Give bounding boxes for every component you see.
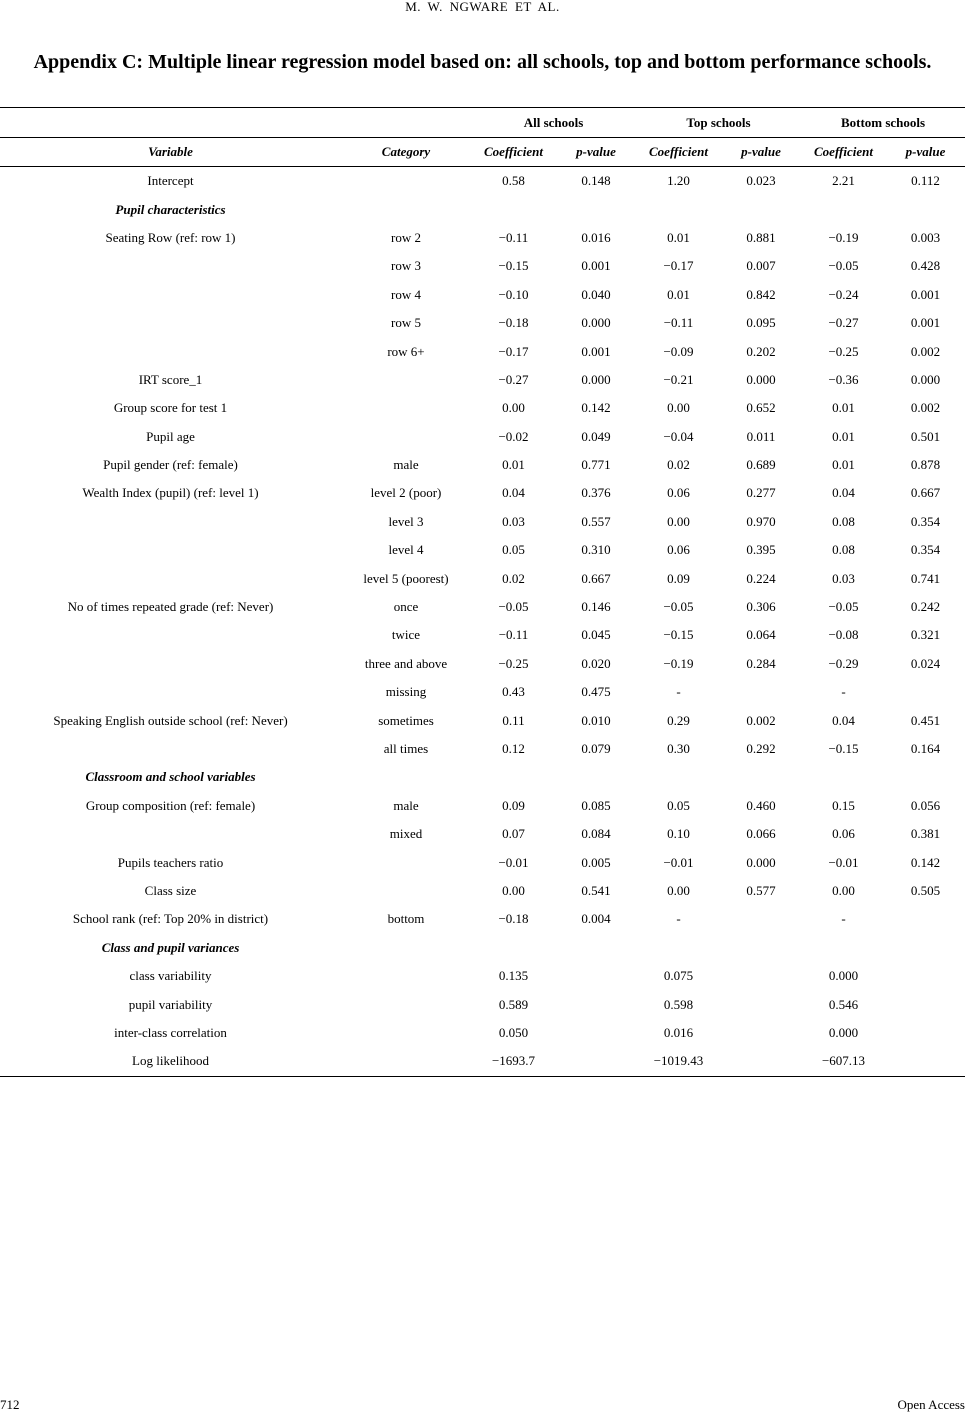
top-p-value-cell: 0.002 — [746, 712, 776, 728]
bottom-coefficient-cell: 0.15 — [832, 797, 855, 813]
all-p-value-cell — [556, 1019, 636, 1047]
top-p-value-cell: 0.284 — [746, 655, 776, 671]
category-cell — [341, 1047, 471, 1076]
top-p-value-cell: 0.577 — [746, 882, 776, 898]
bottom-p-value-cell: 0.501 — [910, 428, 941, 444]
section-row — [0, 934, 965, 962]
all-coefficient-cell: −0.02 — [498, 428, 529, 444]
all-coefficient-cell: −0.18 — [498, 315, 529, 331]
top-coefficient-cell: −0.15 — [663, 627, 694, 643]
variable-cell — [0, 621, 341, 649]
bottom-coefficient-cell: - — [841, 911, 846, 927]
top-p-value-cell: 0.000 — [746, 371, 776, 387]
top-coefficient-cell: 0.00 — [667, 882, 690, 898]
bottom-coefficient-cell: 0.01 — [832, 400, 855, 416]
category-cell: row 5 — [391, 315, 421, 331]
bottom-p-value-cell: 0.321 — [910, 627, 941, 643]
bottom-coefficient-cell: −0.25 — [828, 343, 859, 359]
top-p-value-cell: 0.652 — [746, 400, 776, 416]
bottom-coefficient-cell: 0.06 — [832, 826, 855, 842]
top-p-value-cell: 0.023 — [746, 173, 776, 189]
variable-cell: No of times repeated grade (ref: Never) — [67, 599, 274, 615]
bottom-coefficient-cell: 0.03 — [832, 570, 855, 586]
category-cell: level 5 (poorest) — [363, 570, 449, 586]
top-p-value-cell: 0.007 — [746, 258, 776, 274]
bottom-p-value-cell: 0.354 — [910, 542, 941, 558]
category-cell — [341, 877, 471, 905]
bottom-coefficient-cell: 0.04 — [832, 485, 855, 501]
variable-cell — [0, 252, 341, 280]
all-p-value-cell: 0.010 — [581, 712, 611, 728]
table-row — [0, 167, 965, 196]
top-p-value-cell: 0.000 — [746, 854, 776, 870]
table-row — [0, 650, 965, 678]
section-heading: Class and pupil variances — [101, 939, 240, 955]
table-row — [0, 508, 965, 536]
variable-cell — [0, 650, 341, 678]
table-row — [0, 394, 965, 422]
variable-cell: Group score for test 1 — [113, 400, 228, 416]
top-coefficient-cell: −0.17 — [663, 258, 694, 274]
category-cell: sometimes — [378, 712, 434, 728]
top-coefficient-cell: 0.06 — [667, 485, 690, 501]
all-coefficient-cell: −0.27 — [498, 371, 529, 387]
table-row — [0, 224, 965, 252]
all-coefficient-cell: −0.15 — [498, 258, 529, 274]
all-coefficient-cell: 0.03 — [502, 513, 525, 529]
table-row — [0, 905, 965, 933]
all-p-value-cell: 0.001 — [581, 258, 611, 274]
all-coefficient-cell: 0.09 — [502, 797, 525, 813]
category-cell: row 2 — [391, 229, 421, 245]
table-row — [0, 281, 965, 309]
variable-cell: Pupils teachers ratio — [117, 854, 224, 870]
col-bottom-coefficient: Coefficient — [801, 138, 886, 167]
table-row — [0, 451, 965, 479]
variable-cell: Class size — [144, 882, 197, 898]
bottom-p-value-cell: 0.878 — [910, 457, 941, 473]
table-row — [0, 792, 965, 820]
bottom-p-value-cell: 0.112 — [911, 173, 940, 189]
variable-cell: Log likelihood — [0, 1047, 341, 1076]
top-coefficient-cell: 0.01 — [667, 229, 690, 245]
top-coefficient-cell: −0.09 — [663, 343, 694, 359]
category-cell: row 4 — [391, 286, 421, 302]
all-p-value-cell: 0.084 — [581, 826, 611, 842]
regression-table — [0, 107, 965, 1077]
top-coefficient-cell: 0.09 — [667, 570, 690, 586]
table-row — [0, 593, 965, 621]
category-cell: mixed — [389, 826, 423, 842]
top-coefficient-cell: −0.11 — [663, 315, 694, 331]
all-p-value-cell: 0.000 — [581, 371, 611, 387]
bottom-coefficient-cell: 0.00 — [832, 882, 855, 898]
group-all-schools: All schools — [471, 108, 636, 138]
all-coefficient-cell: 0.02 — [502, 570, 525, 586]
top-p-value-cell — [721, 1047, 801, 1076]
category-cell: level 2 (poor) — [370, 485, 442, 501]
top-p-value-cell — [721, 990, 801, 1018]
section-row — [0, 195, 965, 223]
bottom-coefficient-cell: - — [841, 684, 846, 700]
bottom-p-value-cell — [886, 678, 965, 706]
bottom-coefficient-cell: −0.27 — [828, 315, 859, 331]
variable-cell — [0, 564, 341, 592]
all-coefficient-cell: 0.589 — [498, 996, 529, 1012]
all-p-value-cell: 0.001 — [581, 343, 611, 359]
bottom-coefficient-cell: 0.08 — [832, 513, 855, 529]
variable-cell — [0, 820, 341, 848]
bottom-p-value-cell: 0.741 — [910, 570, 941, 586]
all-p-value-cell: 0.085 — [581, 797, 611, 813]
category-cell: male — [393, 457, 419, 473]
bottom-p-value-cell: 0.001 — [910, 286, 941, 302]
top-coefficient-cell: 0.598 — [663, 996, 694, 1012]
all-p-value-cell: 0.000 — [581, 315, 611, 331]
bottom-p-value-cell: 0.505 — [910, 882, 941, 898]
bottom-p-value-cell: 0.003 — [910, 229, 941, 245]
table-row — [0, 820, 965, 848]
variable-cell — [0, 508, 341, 536]
category-cell: level 3 — [388, 513, 424, 529]
all-coefficient-cell: 0.050 — [498, 1024, 529, 1040]
bottom-coefficient-cell: 0.546 — [828, 996, 859, 1012]
col-top-coefficient: Coefficient — [636, 138, 721, 167]
bottom-coefficient-cell: −0.15 — [828, 741, 859, 756]
all-coefficient-cell: 0.05 — [502, 542, 525, 558]
all-coefficient-cell: −0.11 — [498, 229, 529, 245]
bottom-p-value-cell: 0.667 — [910, 485, 941, 501]
bottom-coefficient-cell: 0.000 — [828, 968, 859, 984]
all-coefficient-cell: −0.11 — [498, 627, 529, 643]
top-coefficient-cell: 0.016 — [663, 1024, 694, 1040]
variable-cell: Speaking English outside school (ref: Never) — [53, 712, 288, 728]
top-coefficient-cell: 1.20 — [667, 173, 690, 189]
category-cell — [341, 366, 471, 394]
col-bottom-p-value: p-value — [886, 138, 965, 167]
variable-cell — [0, 735, 341, 763]
variable-cell: School rank (ref: Top 20% in district) — [72, 911, 269, 927]
variable-cell: inter-class correlation — [114, 1024, 227, 1040]
variable-cell: pupil variability — [128, 996, 213, 1012]
bottom-p-value-cell — [886, 1019, 965, 1047]
section-heading: Classroom and school variables — [85, 769, 256, 785]
category-cell — [341, 423, 471, 451]
variable-cell: Group composition (ref: female) — [85, 797, 256, 813]
top-p-value-cell: 0.011 — [746, 428, 776, 444]
all-p-value-cell — [556, 962, 636, 990]
bottom-coefficient-cell: −0.36 — [828, 371, 859, 387]
col-category: Category — [341, 138, 471, 167]
top-coefficient-cell: 0.02 — [667, 457, 690, 473]
table-row — [0, 479, 965, 507]
category-cell: row 3 — [391, 258, 421, 274]
variable-cell: Seating Row (ref: row 1) — [105, 229, 236, 245]
all-p-value-cell: 0.020 — [581, 655, 611, 671]
bottom-p-value-cell: 0.024 — [910, 655, 941, 671]
table-row — [0, 536, 965, 564]
top-coefficient-cell: −0.21 — [663, 371, 694, 387]
all-p-value-cell: 0.376 — [581, 485, 611, 501]
all-coefficient-cell: 0.00 — [502, 882, 525, 898]
category-cell: all times — [383, 741, 429, 756]
top-p-value-cell: 0.095 — [746, 315, 776, 331]
bottom-p-value-cell: 0.451 — [910, 712, 941, 728]
category-cell: row 6+ — [387, 343, 425, 359]
variable-cell — [0, 337, 341, 365]
all-p-value-cell: 0.475 — [581, 684, 611, 700]
category-cell — [341, 990, 471, 1018]
top-coefficient-cell: 0.00 — [667, 513, 690, 529]
table-row — [0, 706, 965, 734]
bottom-coefficient-cell: −607.13 — [801, 1047, 886, 1076]
col-variable: Variable — [0, 138, 341, 167]
bottom-coefficient-cell: −0.29 — [828, 655, 859, 671]
bottom-p-value-cell: 0.000 — [910, 371, 941, 387]
top-coefficient-cell: −1019.43 — [636, 1047, 721, 1076]
bottom-coefficient-cell: −0.01 — [828, 854, 859, 870]
all-coefficient-cell: −0.18 — [498, 911, 529, 927]
all-p-value-cell: 0.079 — [581, 741, 611, 756]
table-row — [0, 678, 965, 706]
category-cell — [341, 962, 471, 990]
all-p-value-cell: 0.040 — [581, 286, 611, 302]
all-coefficient-cell: −0.17 — [498, 343, 529, 359]
all-coefficient-cell: 0.58 — [502, 173, 525, 189]
group-header-row — [0, 108, 965, 138]
all-p-value-cell: 0.045 — [581, 627, 611, 643]
table-row — [0, 1047, 965, 1076]
col-top-p-value: p-value — [721, 138, 801, 167]
top-p-value-cell — [721, 1019, 801, 1047]
all-p-value-cell: 0.005 — [581, 854, 611, 870]
col-all-coefficient: Coefficient — [471, 138, 556, 167]
top-p-value-cell: 0.064 — [746, 627, 776, 643]
bottom-p-value-cell: 0.002 — [910, 343, 941, 359]
top-coefficient-cell: −0.01 — [663, 854, 694, 870]
bottom-p-value-cell: 0.142 — [910, 854, 941, 870]
variable-cell — [0, 536, 341, 564]
top-coefficient-cell: −0.04 — [663, 428, 694, 444]
top-p-value-cell: 0.842 — [746, 286, 776, 302]
table-row — [0, 877, 965, 905]
table-row — [0, 252, 965, 280]
category-cell — [341, 167, 471, 196]
variable-cell — [0, 281, 341, 309]
bottom-p-value-cell: 0.242 — [910, 599, 941, 615]
bottom-p-value-cell: 0.002 — [910, 400, 941, 416]
bottom-p-value-cell: 0.164 — [910, 741, 941, 756]
top-coefficient-cell: 0.00 — [667, 400, 690, 416]
all-p-value-cell: 0.049 — [581, 428, 611, 444]
section-heading: Pupil characteristics — [115, 201, 226, 217]
top-p-value-cell: 0.460 — [746, 797, 776, 813]
bottom-p-value-cell — [886, 905, 965, 933]
all-p-value-cell: 0.142 — [581, 400, 611, 416]
table-row — [0, 564, 965, 592]
all-p-value-cell: 0.310 — [581, 542, 611, 558]
table-body — [0, 167, 965, 1077]
category-cell: once — [393, 599, 419, 615]
all-coefficient-cell: −0.25 — [498, 655, 529, 671]
top-p-value-cell — [721, 962, 801, 990]
bottom-p-value-cell — [886, 990, 965, 1018]
top-p-value-cell: 0.277 — [746, 485, 776, 501]
variable-cell: class variability — [129, 968, 212, 984]
category-cell: twice — [391, 627, 421, 643]
top-p-value-cell: 0.970 — [746, 513, 776, 529]
top-coefficient-cell: 0.30 — [667, 741, 690, 756]
bottom-p-value-cell — [886, 962, 965, 990]
table-row — [0, 962, 965, 990]
all-coefficient-cell: 0.135 — [498, 968, 529, 984]
category-cell: level 4 — [388, 542, 424, 558]
top-p-value-cell: 0.066 — [746, 826, 776, 842]
bottom-p-value-cell: 0.381 — [910, 826, 941, 842]
bottom-p-value-cell: 0.428 — [910, 258, 941, 274]
journal-label: Open Access — [897, 1397, 965, 1412]
top-p-value-cell: 0.306 — [746, 599, 776, 615]
table-row — [0, 848, 965, 876]
category-cell — [341, 848, 471, 876]
bottom-coefficient-cell: 0.08 — [832, 542, 855, 558]
top-p-value-cell: 0.292 — [746, 741, 776, 756]
table-row — [0, 735, 965, 763]
table-title: Appendix C: Multiple linear regression model based on: all schools, top and bottom performance schools. — [33, 51, 932, 73]
all-p-value-cell: 0.016 — [581, 229, 611, 245]
category-cell: missing — [385, 684, 427, 700]
all-coefficient-cell: 0.11 — [502, 712, 525, 728]
category-cell: bottom — [387, 911, 425, 927]
all-coefficient-cell: 0.43 — [502, 684, 525, 700]
top-coefficient-cell: 0.29 — [667, 712, 690, 728]
table-row — [0, 621, 965, 649]
all-p-value-cell: 0.541 — [581, 882, 611, 898]
bottom-coefficient-cell: −0.19 — [828, 229, 859, 245]
bottom-p-value-cell: 0.001 — [910, 315, 941, 331]
all-coefficient-cell: −0.05 — [498, 599, 529, 615]
table-row — [0, 337, 965, 365]
table-row — [0, 309, 965, 337]
all-p-value-cell — [556, 1047, 636, 1076]
variable-cell: Pupil age — [146, 428, 195, 444]
all-coefficient-cell: 0.04 — [502, 485, 525, 501]
top-coefficient-cell: - — [676, 911, 681, 927]
all-p-value-cell: 0.146 — [581, 599, 611, 615]
all-coefficient-cell: 0.01 — [502, 457, 525, 473]
group-top-schools: Top schools — [636, 108, 801, 138]
all-p-value-cell: 0.771 — [581, 457, 611, 473]
table-row — [0, 366, 965, 394]
category-cell: three and above — [364, 655, 448, 671]
top-coefficient-cell: −0.05 — [663, 599, 694, 615]
bottom-coefficient-cell: −0.08 — [828, 627, 859, 643]
all-coefficient-cell: 0.00 — [502, 400, 525, 416]
bottom-coefficient-cell: −0.05 — [828, 599, 859, 615]
category-cell: male — [393, 797, 419, 813]
bottom-p-value-cell: 0.354 — [910, 513, 941, 529]
top-p-value-cell — [721, 905, 801, 933]
top-coefficient-cell: 0.075 — [663, 968, 694, 984]
all-p-value-cell: 0.148 — [581, 173, 611, 189]
bottom-p-value-cell — [886, 1047, 965, 1076]
bottom-coefficient-cell: 0.04 — [832, 712, 855, 728]
all-p-value-cell: 0.667 — [581, 570, 611, 586]
bottom-coefficient-cell: −0.24 — [828, 286, 859, 302]
all-p-value-cell: 0.557 — [581, 513, 611, 529]
top-p-value-cell: 0.224 — [746, 570, 776, 586]
variable-cell: Intercept — [147, 173, 194, 189]
variable-cell: IRT score_1 — [138, 371, 203, 387]
top-p-value-cell: 0.395 — [746, 542, 776, 558]
top-p-value-cell: 0.881 — [746, 229, 776, 245]
all-coefficient-cell: 0.07 — [502, 826, 525, 842]
bottom-p-value-cell: 0.056 — [910, 797, 941, 813]
all-p-value-cell: 0.004 — [581, 911, 611, 927]
variable-cell — [0, 678, 341, 706]
section-row — [0, 763, 965, 791]
bottom-coefficient-cell: 2.21 — [832, 173, 855, 189]
all-coefficient-cell: 0.12 — [502, 741, 525, 756]
all-coefficient-cell: −0.10 — [498, 286, 529, 302]
variable-cell — [0, 309, 341, 337]
col-all-p-value: p-value — [556, 138, 636, 167]
all-coefficient-cell: −0.01 — [498, 854, 529, 870]
category-cell — [341, 1019, 471, 1047]
top-coefficient-cell: 0.10 — [667, 826, 690, 842]
bottom-coefficient-cell: 0.01 — [832, 428, 855, 444]
running-head: M. W. NGWARE ET AL. — [405, 0, 560, 14]
group-bottom-schools: Bottom schools — [801, 108, 965, 138]
variable-cell: Pupil gender (ref: female) — [103, 457, 238, 473]
column-header-row — [0, 138, 965, 167]
top-coefficient-cell: 0.01 — [667, 286, 690, 302]
top-coefficient-cell: 0.05 — [667, 797, 690, 813]
top-coefficient-cell: - — [676, 684, 681, 700]
bottom-coefficient-cell: −0.05 — [828, 258, 859, 274]
all-coefficient-cell: −1693.7 — [471, 1047, 556, 1076]
top-coefficient-cell: −0.19 — [663, 655, 694, 671]
table-row — [0, 423, 965, 451]
top-coefficient-cell: 0.06 — [667, 542, 690, 558]
top-p-value-cell: 0.689 — [746, 457, 776, 473]
top-p-value-cell — [721, 678, 801, 706]
category-cell — [341, 394, 471, 422]
bottom-coefficient-cell: 0.01 — [832, 457, 855, 473]
page-number: 712 — [0, 1397, 20, 1412]
variable-cell: Wealth Index (pupil) (ref: level 1) — [82, 485, 259, 501]
top-p-value-cell: 0.202 — [746, 343, 776, 359]
bottom-coefficient-cell: 0.000 — [828, 1024, 859, 1040]
table-row — [0, 1019, 965, 1047]
all-p-value-cell — [556, 990, 636, 1018]
table-row — [0, 990, 965, 1018]
